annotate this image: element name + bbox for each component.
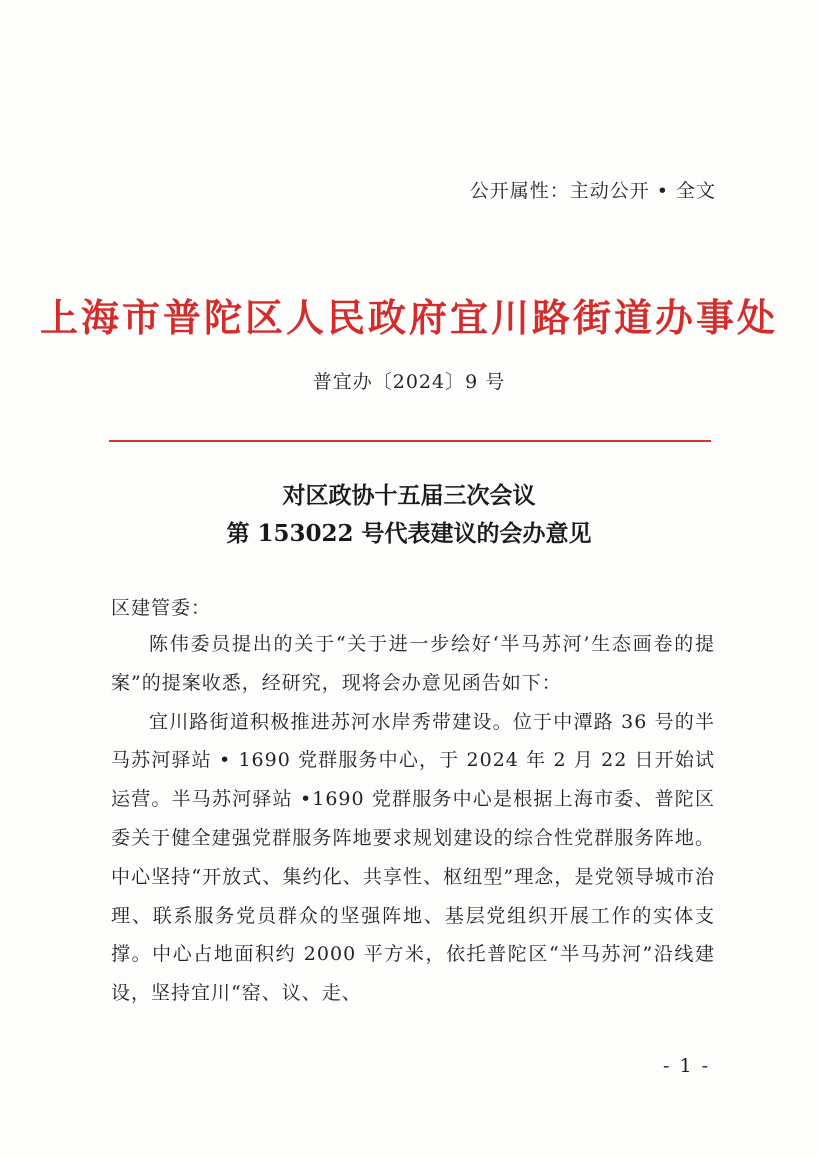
document-title-line-2: 第 153022 号代表建议的会办意见 bbox=[226, 520, 592, 547]
red-divider-line bbox=[109, 440, 711, 442]
body-paragraph: 宜川路街道积极推进苏河水岸秀带建设。位于中潭路 36 号的半马苏河驿站 • 1690 党群服务中心，于 2024 年 2 月 22 日开始试运营。半马苏河驿站 •1690 党群服务中心是根据上海市委、普陀区委关于健全建强党群服务阵地要求规划建设的综合性党群服务阵地。中心坚持“开放式、集约化、共享性、枢纽型”理念，是党领导城市治理、联系服务党员群众的坚强阵地、基层党组织开展工作的实体支撑。中心占地面积约 2000 平方米，依托普陀区“半马苏河”沿线建设，坚持宜川“窑、议、走、 bbox=[111, 710, 715, 1005]
document-number: 普宜办〔2024〕9 号 bbox=[312, 371, 506, 393]
body-paragraph: 陈伟委员提出的关于“关于进一步绘好‘半马苏河’生态画卷的提案”的提案收悉，经研究，现将会办意见函告如下： bbox=[111, 633, 715, 694]
document-title bbox=[0, 477, 818, 553]
page-number: - 1 - bbox=[662, 1055, 710, 1077]
disclosure-label: 公开属性：主动公开 • 全文 bbox=[469, 180, 716, 202]
organization-letterhead: 上海市普陀区人民政府宜川路街道办事处 bbox=[39, 295, 778, 340]
body-text bbox=[111, 625, 715, 1013]
addressee: 区建管委： bbox=[111, 597, 212, 619]
document-title-line-1: 对区政协十五届三次会议 bbox=[282, 482, 536, 509]
